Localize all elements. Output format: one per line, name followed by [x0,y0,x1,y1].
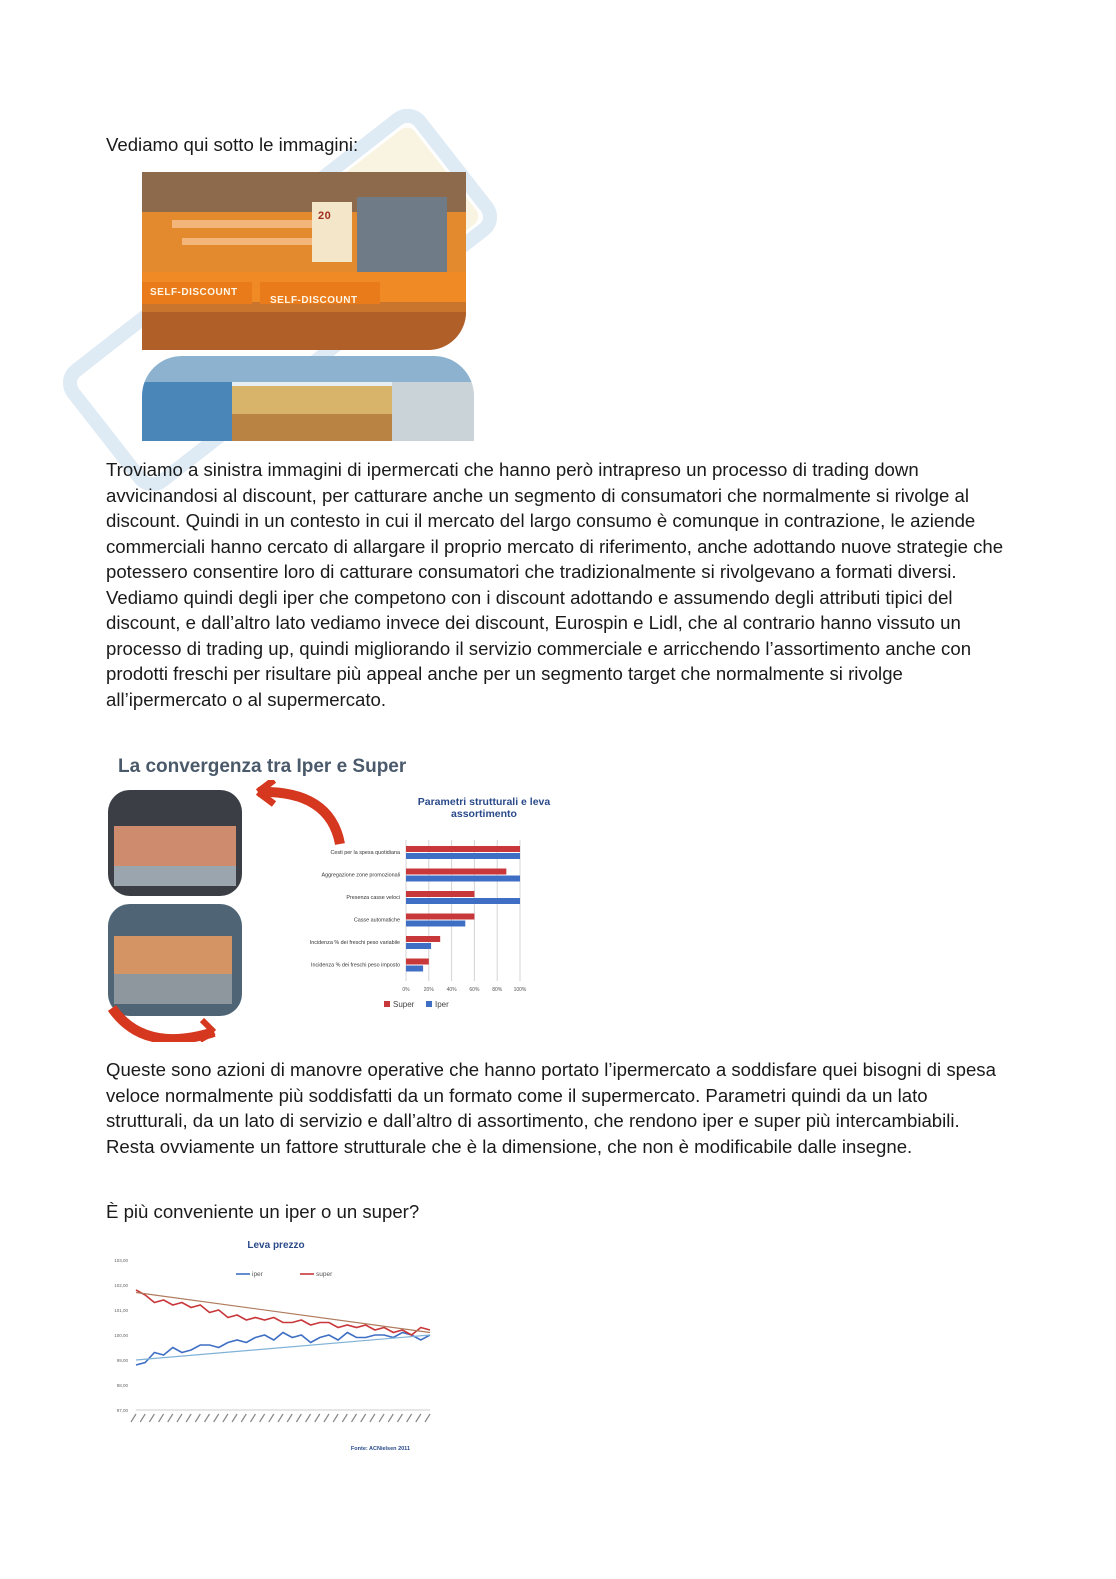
price-chart-x-tick-mark [407,1414,412,1422]
price-chart-x-tick-mark [296,1414,301,1422]
price-chart-x-tick-mark [186,1414,191,1422]
price-chart-x-tick-mark [149,1414,154,1422]
after-chart-paragraph: Queste sono azioni di manovre operative che hanno portato l’ipermercato a soddisfare quei bisogni di spesa veloce normalmente più soddisfatti da un formato come il supermercato. Parametri quindi da un lato strutturali, da un lato di servizio e dall’altro di assortimento, che rendono iper e super più intercambiabili. Resta ovviamente un fattore strutturale che è la dimensione, che non è modificabile dalle insegne. [106,1059,996,1157]
bar-super [406,891,474,897]
price-chart-y-tick: 102,00 [114,1283,128,1288]
bar-chart-x-tick: 0% [402,987,410,993]
body-paragraph: Troviamo a sinistra immagini di ipermercati che hanno però intrapreso un processo di trading down avvicinandosi al discount, per catturare anche un segmento di consumatori che normalmente si rivolge al discount. Quindi in un contesto in cui il mercato del largo consumo è comunque in contrazione, le aziende commerciali hanno cercato di allargare il proprio mercato di riferimento, anche adottando nuove strategie che potessero consentire loro di catturare consumatori che tradizionalmente si rivolgevano a formati diversi. Vediamo quindi degli iper che competono con i discount adottando e assumendo degli attributi tipici del discount, e dall’altro lato vediamo invece dei discount, Eurospin e Lidl, che al contrario hanno vissuto un processo di trading up, quindi migliorando il servizio commerciale e arricchendo l’assortimento anche con prodotti freschi per risultare più appeal anche per un segmento target che normalmente si rivolge all’ipermercato o al supermercato. [106,459,1004,710]
store-photo-illustration [142,172,466,350]
price-chart-x-tick-mark [333,1414,338,1422]
bar-chart-category-label: Aggregazione zone promozionali [321,872,400,879]
price-trendline-iper [136,1335,430,1360]
price-chart-x-tick-mark [352,1414,357,1422]
bar-iper [406,898,520,904]
price-tag: 20 [318,210,332,222]
bar-chart-category-label: Incidenza % dei freschi peso imposto [311,962,400,969]
price-chart-source: Fonte: ACNielsen 2011 [350,1446,410,1452]
price-chart-y-tick: 100,00 [114,1333,128,1338]
price-chart-x-tick-mark [324,1414,329,1422]
price-chart-x-tick-mark [425,1414,430,1422]
legend-label-iper: iper [252,1271,263,1278]
price-line-chart [104,1232,444,1458]
price-chart-x-tick-mark [388,1414,393,1422]
bar-chart-category-label: Presenza casse veloci [346,895,400,901]
convergence-photos [104,786,254,1042]
price-chart-x-tick-mark [342,1414,347,1422]
price-chart-x-tick-mark [177,1414,182,1422]
price-chart-x-tick-mark [195,1414,200,1422]
price-chart-x-tick-mark [361,1414,366,1422]
store-photo-discount-shelf [142,172,466,350]
legend-swatch-iper [426,1001,432,1007]
price-chart-x-tick-mark [205,1414,210,1422]
bar-chart-title: Parametri strutturali e leva assortimento [417,796,551,820]
bar-chart-x-tick: 80% [492,987,503,993]
store-sign-right: SELF-DISCOUNT [270,295,358,306]
legend-label-super: Super [393,1000,415,1009]
legend-swatch-super [384,1001,390,1007]
price-chart-x-tick-mark [278,1414,283,1422]
price-chart-x-tick-mark [370,1414,375,1422]
price-chart-x-tick-mark [315,1414,320,1422]
price-line-iper [136,1333,430,1366]
bar-chart-x-tick: 100% [513,987,527,993]
legend-label-iper: Iper [435,1000,449,1009]
legend-label-super: super [316,1271,333,1278]
price-chart-x-tick-mark [168,1414,173,1422]
bar-chart-category-label: Casse automatiche [353,917,400,924]
price-chart-title: Leva prezzo [247,1240,305,1251]
convergence-title: La convergenza tra Iper e Super [118,756,407,777]
price-chart-x-tick-mark [306,1414,311,1422]
intro-text: Vediamo qui sotto le immagini: [106,134,359,155]
bar-iper [406,853,520,859]
price-chart-x-tick-mark [287,1414,292,1422]
bar-iper [406,921,465,927]
bar-chart [254,834,544,1024]
price-chart-x-tick-mark [397,1414,402,1422]
question-text: È più conveniente un iper o un super? [106,1201,420,1222]
bar-super [406,914,474,920]
price-chart-x-tick-mark [416,1414,421,1422]
price-chart-y-tick: 101,00 [114,1308,128,1313]
price-chart-y-tick: 99,00 [116,1358,128,1363]
price-chart-y-tick: 97,00 [116,1408,128,1413]
price-chart-x-tick-mark [250,1414,255,1422]
bar-super [406,846,520,852]
price-chart-y-tick: 98,00 [116,1383,128,1388]
bar-iper [406,876,520,882]
price-chart-x-tick-mark [131,1414,136,1422]
store-sign-left: SELF-DISCOUNT [150,287,238,298]
bar-chart-x-tick: 40% [446,987,457,993]
price-chart-x-tick-mark [214,1414,219,1422]
bar-iper [406,943,431,949]
bar-super [406,959,429,965]
bar-chart-category-label: Cesti per la spesa quotidiana [330,850,400,856]
price-chart-x-tick-mark [223,1414,228,1422]
convergence-figure [104,752,551,1042]
price-trendline-super [136,1293,430,1333]
price-chart-x-tick-mark [140,1414,145,1422]
price-chart-x-tick-mark [379,1414,384,1422]
bar-chart-x-tick: 60% [469,987,480,993]
store-photo-illustration [142,356,474,441]
price-chart-x-tick-mark [241,1414,246,1422]
price-chart-x-tick-mark [260,1414,265,1422]
bar-iper [406,966,423,972]
store-photo-bakery-shelf [142,356,474,441]
bar-super [406,936,440,942]
price-chart-y-tick: 103,00 [114,1258,128,1263]
bar-chart-x-tick: 20% [423,987,434,993]
price-chart-x-tick-mark [159,1414,164,1422]
bar-super [406,869,506,875]
bar-chart-category-label: Incidenza % dei freschi peso variabile [309,940,400,946]
price-chart-x-tick-mark [269,1414,274,1422]
price-chart-x-tick-mark [232,1414,237,1422]
